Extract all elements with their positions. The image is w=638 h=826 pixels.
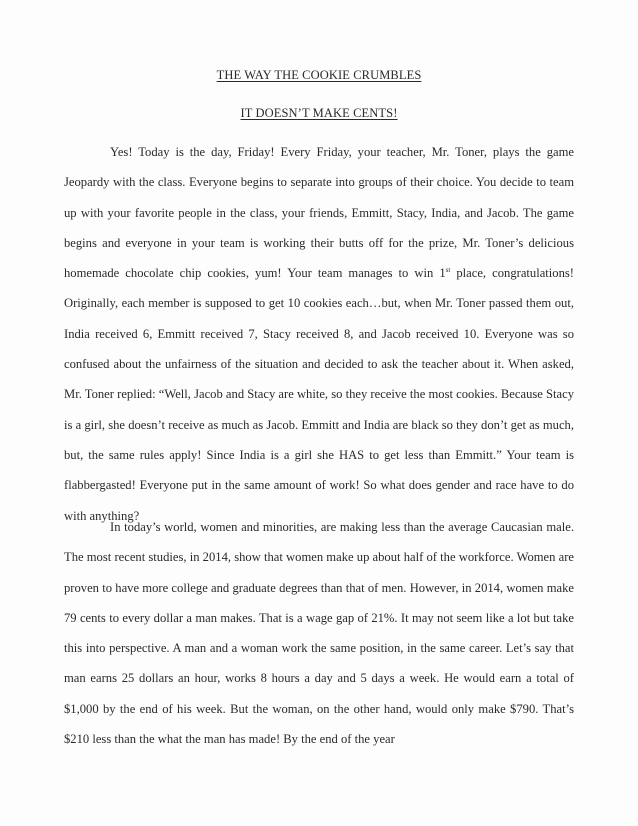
paragraph-1 (64, 137, 574, 531)
paragraph-1-text-end: place, congratulations! Originally, each member is supposed to get 10 cookies each…but, when Mr. Toner passed them out, India received 6, Emmitt received 7, Stacy received 8, and Jacob received 10. Everyone was so confused about the unfairness of the situation and decided to ask the teacher about it. When asked, Mr. Toner replied: “Well, Jacob and Stacy are white, so they receive the most cookies. Because Stacy is a girl, she doesn’t receive as much as Jacob. Emmitt and India are black so they don’t get as much, but, the same rules apply! Since India is a girl she HAS to get less than Emmitt.” Your team is flabbergasted! Everyone put in the same amount of work! So what does gender and race have to do with anything? (64, 266, 574, 523)
paragraph-1-text-start: Yes! Today is the day, Friday! Every Friday, your teacher, Mr. Toner, plays the game Jeopardy with the class. Everyone begins to separate into groups of their choice. You decide to team up with your favorite people in the class, your friends, Emmitt, Stacy, India, and Jacob. The game begins and everyone in your team is working their butts off for the prize, Mr. Toner’s delicious homemade chocolate chip cookies, yum! Your team manages to win 1 (64, 145, 574, 281)
document-title: THE WAY THE COOKIE CRUMBLES (216, 68, 422, 82)
ordinal-suffix: st (445, 266, 451, 275)
document-subtitle: IT DOESN’T MAKE CENTS! (240, 106, 398, 120)
paragraph-2: In today’s world, women and minorities, are making less than the average Caucasian male. The most recent studies, in 2014, show that women make up about half of the workforce. Women are proven to have more college and graduate degrees than that of men. However, in 2014, women make 79 cents to every dollar a man makes. That is a wage gap of 21%. It may not seem like a lot but take this into perspective. A man and a woman work the same position, in the same career. Let’s say that man earns 25 dollars an hour, works 8 hours a day and 5 days a week. He would earn a total of $1,000 by the end of his week. But the woman, on the other hand, would only make $790. That’s $210 less than the what the man has made! By the end of the year (64, 520, 574, 747)
